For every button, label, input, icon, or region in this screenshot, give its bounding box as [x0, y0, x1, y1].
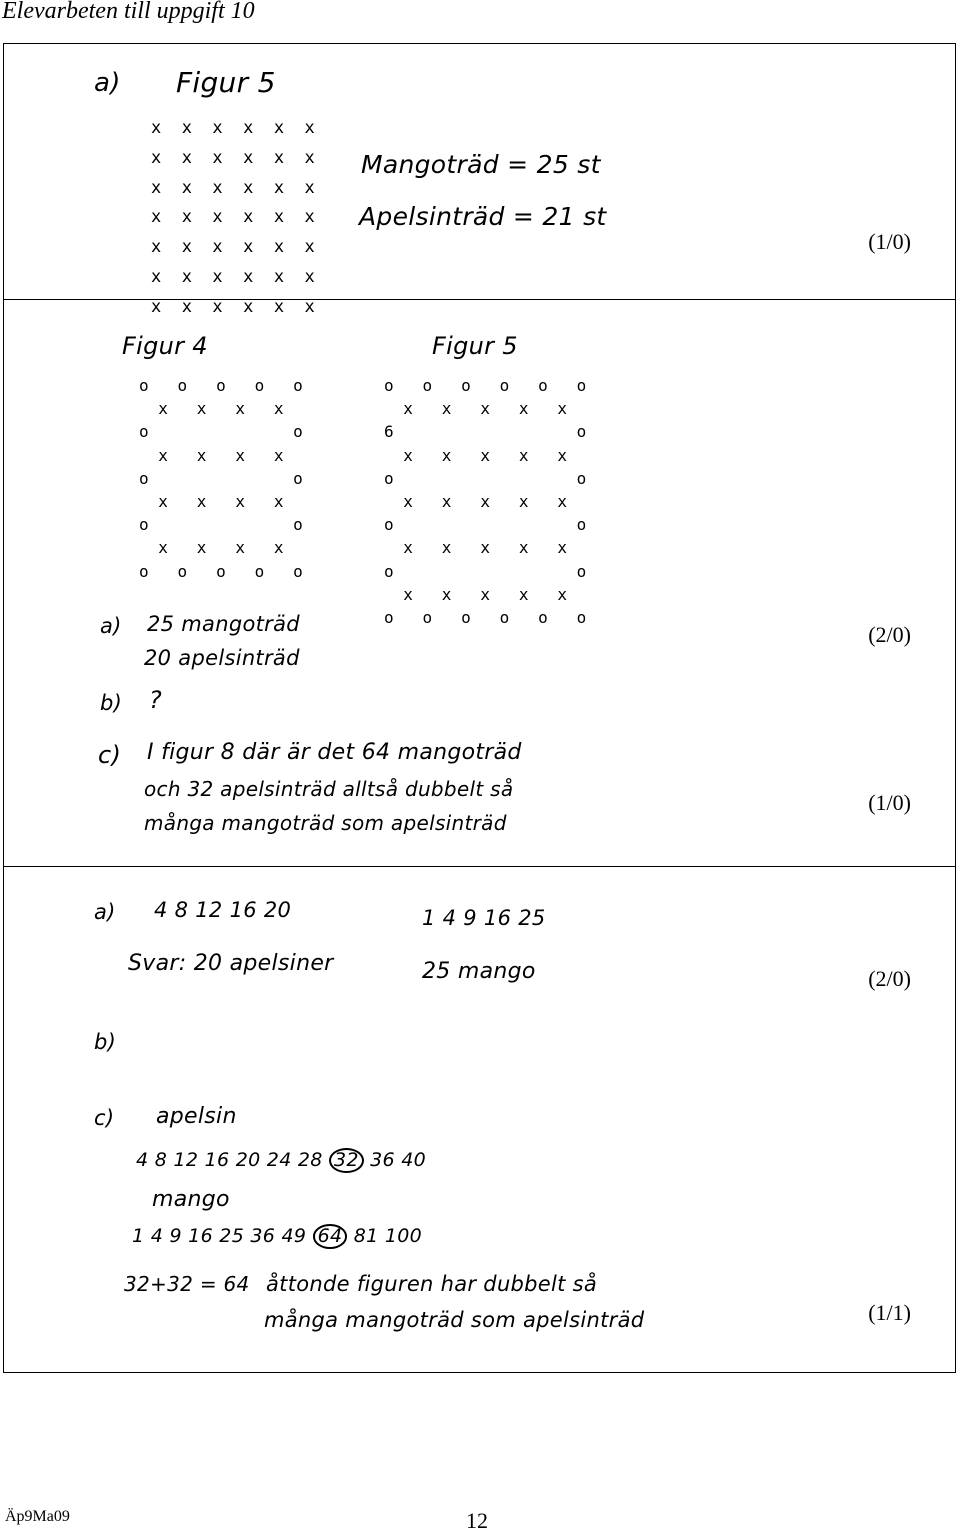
s2-answer-a1: 25 mangoträd	[147, 612, 300, 636]
s3-c-orange-rest: 36 40	[370, 1149, 427, 1171]
s1-figure-label: Figur 5	[176, 66, 276, 99]
s1-score: (1/0)	[868, 229, 911, 254]
s2-score-ab: (2/0)	[868, 622, 911, 647]
s3-c-calc: 32+32 = 64	[124, 1272, 250, 1296]
s3-answer-mango: 25 mango	[422, 959, 536, 984]
s2-score-c: (1/0)	[868, 790, 911, 815]
s3-c-mango-seq: 1 4 9 16 25 36 49	[132, 1225, 307, 1247]
s2-answer-c2: och 32 apelsinträd alltså dubbelt så	[144, 777, 514, 801]
s3-label-b: b)	[94, 1030, 117, 1054]
s3-answer-a: Svar: 20 apelsiner	[128, 951, 334, 976]
s3-label-c: c)	[94, 1106, 115, 1130]
s2-fig5-grid: o o o o o o x x x x x 6 o x x x x x o o x x x x x o o x x x x x o o x x x x x o o o o o o	[384, 376, 587, 627]
s3-c-text1: åttonde figuren har dubbelt så	[266, 1272, 598, 1296]
s3-c-mango-row	[132, 1224, 422, 1249]
s2-answer-a2: 20 apelsinträd	[144, 646, 300, 670]
s3-label-a: a)	[94, 900, 116, 924]
footer-code: Äp9Ma09	[5, 1508, 70, 1525]
s3-score-a: (2/0)	[868, 966, 911, 991]
page-number: 12	[466, 1508, 488, 1533]
s2-answer-b: ?	[149, 686, 163, 714]
s1-mango-count: Mangoträd = 25 st	[361, 150, 601, 179]
s3-c-text2: många mangoträd som apelsinträd	[264, 1308, 645, 1332]
s2-answer-c1: I figur 8 där är det 64 mangoträd	[147, 740, 522, 765]
divider-1	[4, 299, 955, 300]
s3-c-orange-seq: 4 8 12 16 20 24 28	[136, 1149, 323, 1171]
s2-label-c: c)	[98, 741, 122, 769]
s2-answer-c3: många mangoträd som apelsinträd	[144, 811, 507, 835]
answer-frame	[3, 43, 956, 1373]
s3-c-orange-label: apelsin	[156, 1104, 237, 1129]
s3-c-orange-row	[136, 1148, 426, 1173]
s2-label-b: b)	[100, 691, 123, 715]
s3-c-orange-circled: 32	[329, 1148, 364, 1173]
s2-label-a: a)	[100, 614, 122, 638]
page-title: Elevarbeten till uppgift 10	[2, 0, 255, 24]
s3-score-c: (1/1)	[868, 1300, 911, 1325]
s3-seq-mango: 1 4 9 16 25	[422, 906, 546, 930]
s1-orange-count: Apelsinträd = 21 st	[359, 202, 607, 231]
s3-seq-orange: 4 8 12 16 20	[154, 898, 292, 922]
s3-c-mango-rest: 81 100	[353, 1225, 423, 1247]
divider-2	[4, 866, 955, 867]
s1-label-a: a)	[94, 68, 121, 98]
s2-fig4-grid: o o o o o x x x x o o x x x x o o x x x x o o x x x x o o o o o	[139, 376, 303, 581]
s2-fig4-label: Figur 4	[122, 332, 208, 360]
s2-fig5-label: Figur 5	[432, 332, 518, 360]
s3-c-mango-circled: 64	[313, 1224, 348, 1249]
s3-c-mango-label: mango	[152, 1187, 230, 1212]
s1-tree-grid: x x x x x x x x x x x x x x x x x x x x x x x x x x x x x x x x x x x x x x x x x x	[151, 118, 315, 317]
